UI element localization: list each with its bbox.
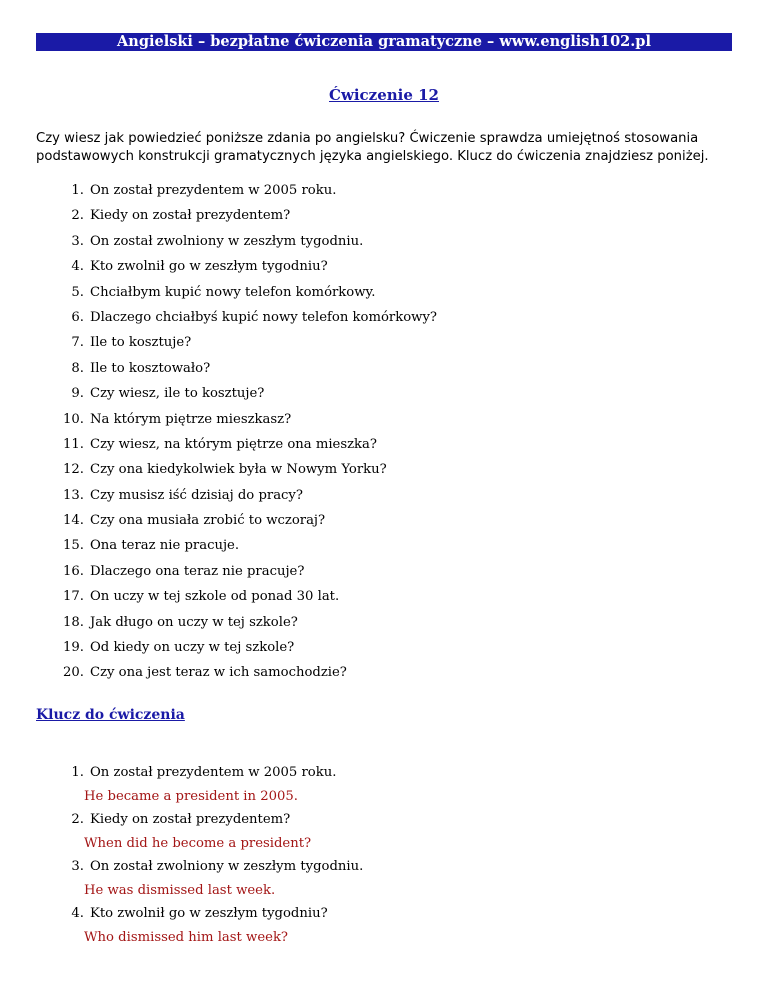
item-number: 7. [71, 335, 84, 351]
item-text: Ona teraz nie pracuje. [90, 538, 240, 554]
item-number: 14. [63, 513, 84, 529]
list-item [36, 639, 437, 664]
item-text: Kto zwolnił go w zeszłym tygodniu? [90, 906, 328, 921]
item-number: 6. [71, 309, 84, 325]
site-banner [36, 33, 732, 51]
answer-list [36, 764, 363, 952]
item-number: 1. [71, 765, 84, 780]
item-number: 2. [71, 812, 84, 827]
list-item [36, 461, 437, 486]
item-number: 9. [71, 386, 84, 402]
list-item [36, 487, 437, 512]
page-title: Ćwiczenie 12 [329, 86, 439, 104]
item-text: Czy wiesz, na którym piętrze ona mieszka? [90, 436, 377, 452]
list-item [36, 537, 437, 562]
item-number: 2. [71, 208, 84, 224]
item-text: Ile to kosztowało? [90, 360, 211, 376]
list-item [36, 284, 437, 309]
list-item [36, 512, 437, 537]
item-text: On uczy w tej szkole od ponad 30 lat. [90, 589, 340, 605]
list-item [36, 182, 437, 207]
item-number: 5. [71, 284, 84, 300]
item-number: 11. [63, 436, 84, 452]
list-item [36, 588, 437, 613]
list-item [36, 309, 437, 334]
intro-paragraph: Czy wiesz jak powiedzieć poniższe zdania po angielsku? Ćwiczenie sprawdza umiejętnoś stosowania podstawowych konstrukcji gramatycznych języka angielskiego. Klucz do ćwiczenia znajdziesz poniżej. [36, 131, 709, 164]
item-number: 12. [63, 462, 84, 478]
item-number: 17. [63, 589, 84, 605]
item-text: On został zwolniony w zeszłym tygodniu. [90, 859, 364, 874]
answer-item [36, 811, 363, 858]
list-item [36, 233, 437, 258]
item-number: 18. [63, 614, 84, 630]
item-text: Dlaczego chciałbyś kupić nowy telefon komórkowy? [90, 309, 437, 325]
item-text: Dlaczego ona teraz nie pracuje? [90, 563, 305, 579]
item-number: 4. [71, 906, 84, 921]
item-text: Chciałbym kupić nowy telefon komórkowy. [90, 284, 376, 300]
answer-item [36, 764, 363, 811]
item-text: Czy wiesz, ile to kosztuje? [90, 386, 265, 402]
banner-text: Angielski – bezpłatne ćwiczenia gramatyczne – www.english102.pl [117, 33, 651, 50]
answer-text: He was dismissed last week. [84, 883, 276, 898]
item-text: Kiedy on został prezydentem? [90, 812, 291, 827]
answer-item [36, 905, 363, 952]
item-text: Kto zwolnił go w zeszłym tygodniu? [90, 259, 328, 275]
item-number: 15. [63, 538, 84, 554]
item-text: Czy ona kiedykolwiek była w Nowym Yorku? [90, 462, 387, 478]
question-list [36, 182, 437, 690]
item-text: On został prezydentem w 2005 roku. [90, 765, 337, 780]
item-text: Jak długo on uczy w tej szkole? [90, 614, 298, 630]
item-text: Czy musisz iść dzisiaj do pracy? [90, 487, 303, 503]
item-number: 10. [63, 411, 84, 427]
item-number: 4. [71, 259, 84, 275]
list-item [36, 258, 437, 283]
answer-text: He became a president in 2005. [84, 789, 298, 804]
item-text: On został zwolniony w zeszłym tygodniu. [90, 233, 364, 249]
item-text: Czy ona musiała zrobić to wczoraj? [90, 513, 326, 529]
item-number: 16. [63, 563, 84, 579]
answer-key-heading: Klucz do ćwiczenia [36, 707, 185, 723]
item-text: Ile to kosztuje? [90, 335, 192, 351]
item-text: Od kiedy on uczy w tej szkole? [90, 640, 295, 656]
item-number: 19. [63, 640, 84, 656]
list-item [36, 385, 437, 410]
item-text: Kiedy on został prezydentem? [90, 208, 291, 224]
item-number: 1. [71, 183, 84, 198]
list-item [36, 614, 437, 639]
list-item [36, 360, 437, 385]
item-text: Czy ona jest teraz w ich samochodzie? [90, 665, 347, 681]
answer-item [36, 858, 363, 905]
item-number: 20. [63, 665, 84, 681]
list-item [36, 436, 437, 461]
answer-text: When did he become a president? [84, 836, 312, 851]
list-item [36, 411, 437, 436]
list-item [36, 207, 437, 232]
item-number: 13. [63, 487, 84, 503]
item-number: 3. [71, 859, 84, 874]
item-text: Na którym piętrze mieszkasz? [90, 411, 292, 427]
list-item [36, 334, 437, 359]
item-text: On został prezydentem w 2005 roku. [90, 183, 337, 198]
answer-text: Who dismissed him last week? [84, 930, 289, 945]
list-item [36, 563, 437, 588]
item-number: 3. [71, 233, 84, 249]
list-item [36, 664, 437, 689]
item-number: 8. [71, 360, 84, 376]
